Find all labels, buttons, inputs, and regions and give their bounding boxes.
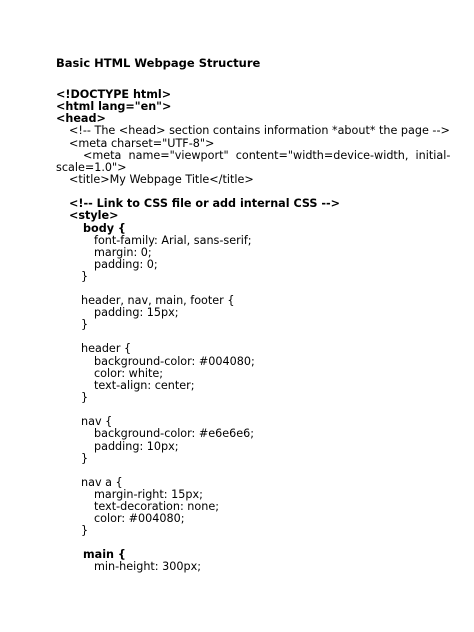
code-line: } [81,452,89,465]
code-line: margin-right: 15px; [94,488,203,501]
code-line: min-height: 300px; [94,560,201,573]
code-line: <!-- The <head> section contains information *about* the page --> [69,124,450,137]
code-line: nav a { [81,476,123,489]
code-line: <meta name="viewport" content="width=device-width, initial- [83,149,451,162]
code-line: text-align: center; [94,379,195,392]
code-line: main { [83,548,126,561]
code-line: <meta charset="UTF-8"> [69,137,215,150]
code-line: nav { [81,415,113,428]
code-line: scale=1.0"> [56,161,127,174]
code-line: } [81,318,89,331]
code-line: <!-- Link to CSS file or add internal CSS --> [69,197,341,210]
code-line: <title>My Webpage Title</title> [69,173,254,186]
code-line: padding: 0; [94,258,158,271]
code-line: background-color: #004080; [94,355,255,368]
code-line: body { [83,222,126,235]
code-line: padding: 10px; [94,440,179,453]
code-line: color: white; [94,367,164,380]
code-line: } [81,391,89,404]
code-line: text-decoration: none; [94,500,219,513]
code-line: <!DOCTYPE html> [56,88,172,101]
code-line: header, nav, main, footer { [81,294,235,307]
code-line: <head> [56,112,106,125]
code-line: color: #004080; [94,512,185,525]
code-line: padding: 15px; [94,306,179,319]
code-line: header { [81,342,132,355]
code-line: <html lang="en"> [56,100,172,113]
code-line: background-color: #e6e6e6; [94,427,255,440]
code-line: <style> [69,209,119,222]
code-line: font-family: Arial, sans-serif; [94,234,252,247]
document-title: Basic HTML Webpage Structure [56,56,261,70]
code-line: margin: 0; [94,246,152,259]
code-line: } [81,524,89,537]
code-line: } [81,270,89,283]
